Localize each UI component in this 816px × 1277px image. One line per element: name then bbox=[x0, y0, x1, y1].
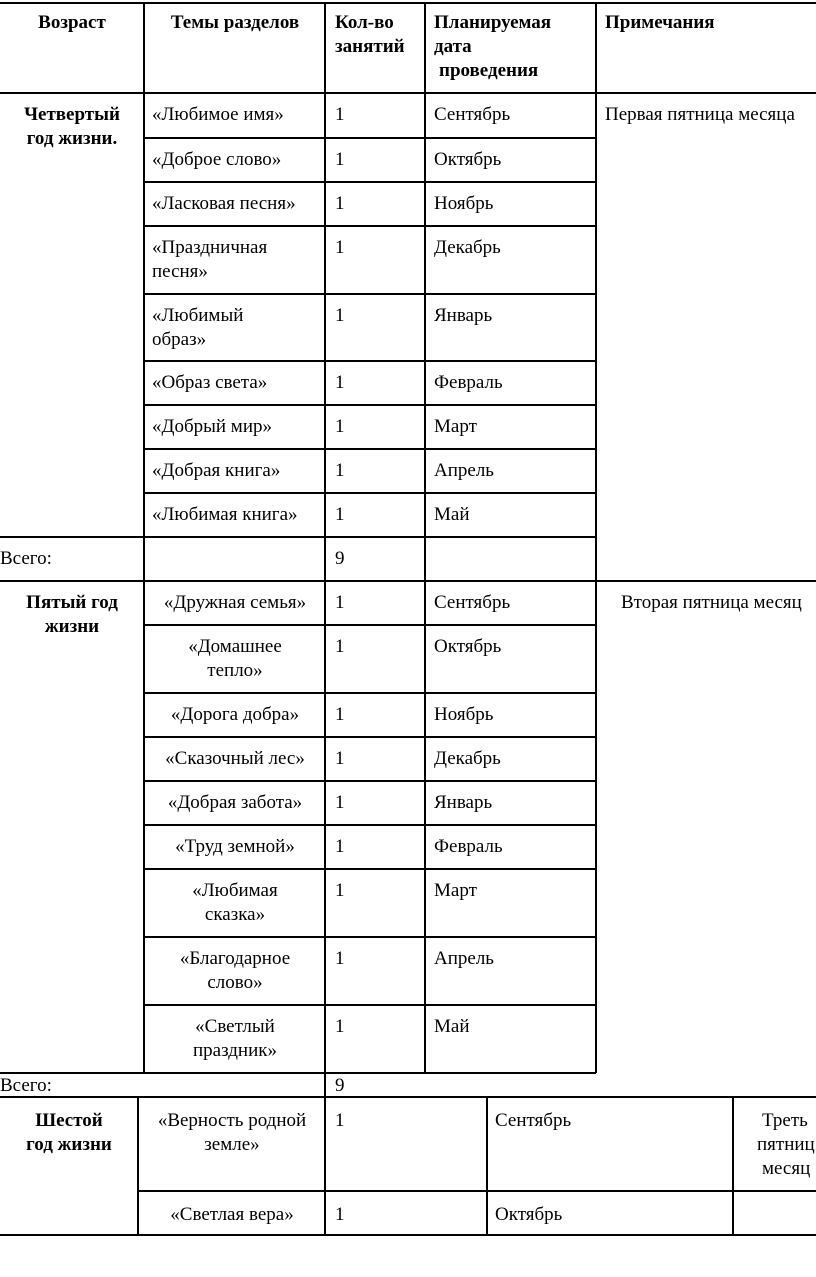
table-rule-vertical bbox=[595, 3, 597, 93]
table-rule-vertical bbox=[595, 93, 597, 581]
month-cell: Март bbox=[434, 880, 477, 901]
month-cell: Октябрь bbox=[434, 149, 502, 170]
table-rule-horizontal bbox=[144, 936, 596, 938]
topic-cell: «Дружная семья» bbox=[163, 592, 307, 613]
table-rule-vertical bbox=[486, 1097, 488, 1235]
topic-cell: «Образ света» bbox=[152, 372, 268, 393]
topic-cell: образ» bbox=[152, 329, 207, 350]
month-cell: Май bbox=[434, 504, 470, 525]
count-cell: 1 bbox=[335, 504, 345, 525]
month-cell: Январь bbox=[434, 305, 493, 326]
table-rule-horizontal bbox=[144, 181, 596, 183]
header-age: Возраст bbox=[38, 12, 106, 33]
table-rule-horizontal bbox=[0, 580, 816, 582]
month-cell: Декабрь bbox=[434, 237, 501, 258]
table-rule-vertical bbox=[424, 93, 426, 581]
header-date: дата bbox=[434, 36, 472, 57]
topic-cell: «Добрый мир» bbox=[152, 416, 273, 437]
header-count: занятий bbox=[335, 36, 405, 57]
topic-cell: «Дорога добра» bbox=[170, 704, 300, 725]
note-text: Треть bbox=[762, 1110, 808, 1131]
month-cell: Февраль bbox=[434, 836, 503, 857]
topic-cell: «Светлая вера» bbox=[170, 1204, 294, 1225]
table-rule-vertical bbox=[324, 1073, 326, 1097]
month-cell: Февраль bbox=[434, 372, 503, 393]
topic-cell: «Благодарное bbox=[179, 948, 291, 969]
table-rule-horizontal bbox=[144, 1072, 596, 1074]
table-rule-horizontal bbox=[138, 1190, 816, 1192]
table-rule-vertical bbox=[732, 1097, 734, 1235]
total-label: Всего: bbox=[0, 1075, 52, 1096]
topic-cell: «Домашнее bbox=[188, 636, 282, 657]
count-cell: 1 bbox=[335, 792, 345, 813]
month-cell: Декабрь bbox=[434, 748, 501, 769]
topic-cell: тепло» bbox=[207, 660, 263, 681]
month-cell: Сентябрь bbox=[495, 1110, 572, 1131]
month-cell: Март bbox=[434, 416, 477, 437]
topic-cell: «Любимая книга» bbox=[152, 504, 298, 525]
table-rule-horizontal bbox=[144, 137, 596, 139]
age-label: жизни bbox=[44, 616, 100, 637]
topic-cell: слово» bbox=[207, 972, 263, 993]
table-rule-horizontal bbox=[144, 624, 596, 626]
month-cell: Апрель bbox=[434, 460, 494, 481]
topic-cell: сказка» bbox=[204, 904, 266, 925]
total-value: 9 bbox=[335, 548, 345, 569]
table-rule-vertical bbox=[143, 93, 145, 581]
table-rule-vertical bbox=[424, 3, 426, 93]
topic-cell: «Верность родной bbox=[157, 1110, 307, 1131]
header-topics: Темы разделов bbox=[170, 12, 300, 33]
total-label: Всего: bbox=[0, 548, 52, 569]
month-cell: Октябрь bbox=[434, 636, 502, 657]
table-rule-vertical bbox=[424, 581, 426, 1073]
header-count: Кол-во bbox=[335, 12, 394, 33]
month-cell: Ноябрь bbox=[434, 193, 494, 214]
total-value: 9 bbox=[335, 1075, 345, 1096]
table-rule-horizontal bbox=[144, 225, 596, 227]
count-cell: 1 bbox=[335, 237, 345, 258]
count-cell: 1 bbox=[335, 193, 345, 214]
table-rule-horizontal bbox=[0, 1096, 816, 1098]
topic-cell: праздник» bbox=[193, 1040, 277, 1061]
month-cell: Сентябрь bbox=[434, 104, 511, 125]
table-rule-horizontal bbox=[144, 536, 596, 538]
age-label: год жизни bbox=[26, 1134, 112, 1155]
header-date: проведения bbox=[439, 60, 539, 81]
table-rule-horizontal bbox=[144, 824, 596, 826]
count-cell: 1 bbox=[335, 636, 345, 657]
count-cell: 1 bbox=[335, 1204, 345, 1225]
month-cell: Май bbox=[434, 1016, 470, 1037]
table-rule-horizontal bbox=[0, 92, 816, 94]
topic-cell: «Труд земной» bbox=[175, 836, 295, 857]
count-cell: 1 bbox=[335, 416, 345, 437]
table-rule-horizontal bbox=[144, 360, 596, 362]
table-rule-horizontal bbox=[144, 780, 596, 782]
topic-cell: «Любимая bbox=[192, 880, 278, 901]
table-rule-vertical bbox=[324, 93, 326, 581]
note-text: Вторая пятница месяц bbox=[621, 592, 802, 613]
topic-cell: «Добрая забота» bbox=[167, 792, 303, 813]
table-rule-horizontal bbox=[144, 736, 596, 738]
table-rule-horizontal bbox=[144, 293, 596, 295]
topic-cell: «Сказочный лес» bbox=[165, 748, 305, 769]
topic-cell: «Любимое имя» bbox=[152, 104, 284, 125]
count-cell: 1 bbox=[335, 704, 345, 725]
age-label: год жизни. bbox=[26, 128, 118, 149]
table-rule-horizontal bbox=[144, 404, 596, 406]
note-text: пятниц bbox=[757, 1134, 815, 1155]
count-cell: 1 bbox=[335, 880, 345, 901]
topic-cell: «Любимый bbox=[152, 305, 244, 326]
age-label: Четвертый bbox=[24, 104, 120, 125]
note-text: Первая пятница месяца bbox=[605, 104, 795, 125]
table-rule-horizontal bbox=[144, 492, 596, 494]
count-cell: 1 bbox=[335, 836, 345, 857]
count-cell: 1 bbox=[335, 305, 345, 326]
month-cell: Ноябрь bbox=[434, 704, 494, 725]
month-cell: Октябрь bbox=[495, 1204, 563, 1225]
count-cell: 1 bbox=[335, 948, 345, 969]
count-cell: 1 bbox=[335, 372, 345, 393]
age-label: Шестой bbox=[35, 1110, 103, 1131]
table-rule-horizontal bbox=[144, 1004, 596, 1006]
table-rule-horizontal bbox=[0, 2, 816, 4]
age-label: Пятый год bbox=[26, 592, 118, 613]
count-cell: 1 bbox=[335, 149, 345, 170]
topic-cell: «Светлый bbox=[195, 1016, 275, 1037]
header-date: Планируемая bbox=[434, 12, 552, 33]
topic-cell: «Праздничная bbox=[152, 237, 268, 258]
header-notes: Примечания bbox=[605, 12, 715, 33]
month-cell: Январь bbox=[434, 792, 493, 813]
month-cell: Сентябрь bbox=[434, 592, 511, 613]
count-cell: 1 bbox=[335, 1110, 345, 1131]
topic-cell: «Доброе слово» bbox=[152, 149, 282, 170]
topic-cell: «Ласковая песня» bbox=[152, 193, 296, 214]
topic-cell: «Добрая книга» bbox=[152, 460, 281, 481]
month-cell: Апрель bbox=[434, 948, 494, 969]
table-rule-horizontal bbox=[144, 448, 596, 450]
topic-cell: песня» bbox=[152, 261, 208, 282]
table-rule-horizontal bbox=[144, 868, 596, 870]
table-rule-horizontal bbox=[0, 536, 144, 538]
table-rule-horizontal bbox=[0, 1234, 816, 1236]
count-cell: 1 bbox=[335, 592, 345, 613]
table-rule-horizontal bbox=[144, 692, 596, 694]
count-cell: 1 bbox=[335, 104, 345, 125]
count-cell: 1 bbox=[335, 1016, 345, 1037]
note-text: месяц bbox=[762, 1158, 811, 1179]
table-rule-vertical bbox=[595, 581, 597, 1073]
count-cell: 1 bbox=[335, 460, 345, 481]
topic-cell: земле» bbox=[204, 1134, 260, 1155]
count-cell: 1 bbox=[335, 748, 345, 769]
